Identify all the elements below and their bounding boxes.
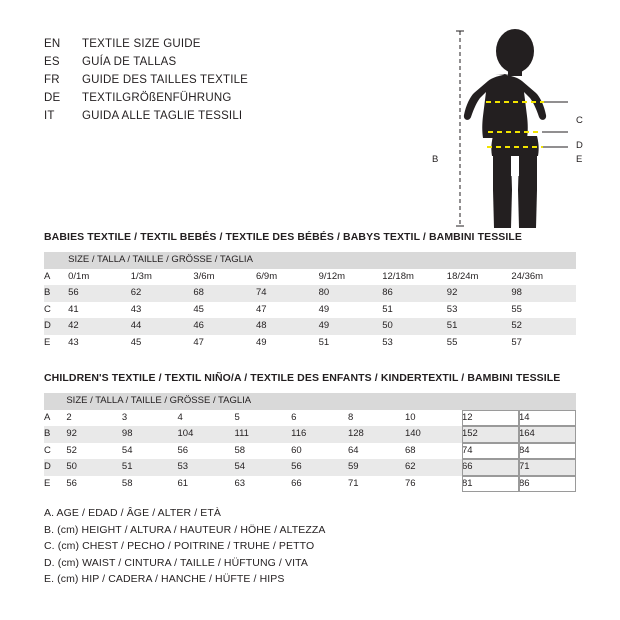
cell: 53 <box>446 303 458 315</box>
table-row <box>44 269 576 286</box>
children-section-title: CHILDREN'S TEXTILE / TEXTIL NIÑO/A / TEXTILE DES ENFANTS / KINDERTEXTIL / BAMBINI TESSILE <box>44 372 561 384</box>
cell: 84 <box>519 443 576 460</box>
legend-line-e: E. (cm) HIP / CADERA / HANCHE / HÜFTE / HIPS <box>44 573 285 585</box>
cell: 58 <box>234 444 246 456</box>
cell: 1/3m <box>130 270 152 282</box>
children-size-table <box>44 393 576 492</box>
cell: 68 <box>404 444 416 456</box>
figure-label-c: C <box>576 115 583 126</box>
row-label-e: E <box>44 336 51 348</box>
cell: 43 <box>68 336 79 348</box>
language-code-it: IT <box>44 110 55 122</box>
cell: 53 <box>382 336 393 348</box>
cell: 0/1m <box>68 270 90 282</box>
cell: 164 <box>519 426 576 443</box>
cell: 128 <box>348 426 405 443</box>
cell: 92 <box>447 285 512 302</box>
cell: 66 <box>291 477 302 489</box>
header-row-fr <box>44 74 404 92</box>
cell: 60 <box>291 444 302 456</box>
cell: 80 <box>319 285 383 302</box>
cell: 45 <box>193 303 204 315</box>
cell: 54 <box>121 444 133 456</box>
cell: 10 <box>404 411 416 423</box>
cell: 64 <box>347 444 359 456</box>
figure-label-e: E <box>576 154 583 165</box>
table-row-header <box>44 252 576 269</box>
language-code-fr: FR <box>44 74 60 86</box>
row-label-b: B <box>44 426 66 443</box>
cell: 56 <box>68 285 131 302</box>
figure-label-d: D <box>576 140 583 151</box>
table-row <box>44 335 576 352</box>
cell: 8 <box>347 411 354 423</box>
language-title-block <box>44 38 404 128</box>
babies-header-label: SIZE / TALLA / TAILLE / GRÖSSE / TAGLIA <box>68 252 576 269</box>
cell: 116 <box>291 426 348 443</box>
legend-line-c: C. (cm) CHEST / PECHO / POITRINE / TRUHE / PETTO <box>44 540 315 552</box>
cell: 49 <box>255 336 267 348</box>
row-label-a: A <box>44 411 51 423</box>
cell: 18/24m <box>446 270 479 282</box>
cell: 66 <box>462 459 519 476</box>
cell: 48 <box>256 318 319 335</box>
children-header-corner <box>44 393 66 410</box>
legend-line-b: B. (cm) HEIGHT / ALTURA / HAUTEUR / HÖHE / ALTEZZA <box>44 523 326 536</box>
cell: 98 <box>511 285 576 302</box>
cell: 46 <box>193 318 256 335</box>
cell: 58 <box>121 477 133 489</box>
table-row <box>44 318 576 335</box>
cell: 47 <box>193 336 204 348</box>
cell: 56 <box>66 477 77 489</box>
cell: 52 <box>511 318 576 335</box>
cell: 111 <box>235 426 292 443</box>
cell: 62 <box>131 285 194 302</box>
table-row <box>44 302 576 319</box>
cell: 43 <box>130 303 142 315</box>
cell: 5 <box>234 411 240 423</box>
figure-label-b: B <box>432 154 439 165</box>
cell: 76 <box>404 477 416 489</box>
cell: 12 <box>462 410 519 427</box>
cell: 152 <box>462 426 519 443</box>
children-header-label: SIZE / TALLA / TAILLE / GRÖSSE / TAGLIA <box>66 393 576 410</box>
cell: 98 <box>122 426 178 443</box>
language-code-en: EN <box>44 38 61 50</box>
row-label-d: D <box>44 459 66 476</box>
cell: 49 <box>318 303 330 315</box>
cell: 86 <box>382 285 447 302</box>
cell: 2 <box>66 411 72 423</box>
cell: 45 <box>130 336 142 348</box>
table-row <box>44 476 576 493</box>
legend-line-d: D. (cm) WAIST / CINTURA / TAILLE / HÜFTUNG / VITA <box>44 556 308 569</box>
cell: 49 <box>319 318 383 335</box>
table-row <box>44 443 576 460</box>
header-row-de <box>44 92 404 110</box>
cell: 51 <box>447 318 512 335</box>
cell: 4 <box>177 411 183 423</box>
table-row <box>44 426 576 443</box>
cell: 12/18m <box>382 270 414 282</box>
cell: 52 <box>66 444 77 456</box>
language-code-es: ES <box>44 56 60 68</box>
cell: 14 <box>519 410 576 427</box>
cell: 86 <box>519 476 576 493</box>
header-title-en: TEXTILE SIZE GUIDE <box>82 38 201 50</box>
cell: 24/36m <box>511 270 544 282</box>
cell: 44 <box>131 318 194 335</box>
cell: 42 <box>68 318 131 335</box>
measurement-legend <box>44 505 464 588</box>
header-title-it: GUIDA ALLE TAGLIE TESSILI <box>82 110 243 122</box>
cell: 41 <box>68 303 79 315</box>
cell: 55 <box>511 303 522 315</box>
cell: 61 <box>177 477 189 489</box>
babies-section-title: BABIES TEXTILE / TEXTIL BEBÉS / TEXTILE DES BÉBÉS / BABYS TEXTIL / BAMBINI TESSILE <box>44 231 523 243</box>
cell: 3/6m <box>193 270 215 282</box>
header-row-en <box>44 38 404 56</box>
cell: 53 <box>178 459 235 476</box>
babies-header-corner <box>44 252 68 269</box>
cell: 71 <box>347 477 359 489</box>
cell: 51 <box>318 336 330 348</box>
cell: 92 <box>66 426 122 443</box>
header-title-de: TEXTILGRÖßENFÜHRUNG <box>82 92 232 104</box>
cell: 47 <box>255 303 267 315</box>
cell: 74 <box>462 443 519 460</box>
cell: 62 <box>405 459 462 476</box>
cell: 57 <box>511 336 522 348</box>
row-label-c: C <box>44 303 51 315</box>
cell: 3 <box>121 411 128 423</box>
legend-line-a: A. AGE / EDAD / ÂGE / ALTER / ETÀ <box>44 507 221 519</box>
row-label-a: A <box>44 270 51 282</box>
cell: 68 <box>193 285 256 302</box>
body-measurement-figure <box>430 26 595 231</box>
cell: 81 <box>462 476 519 493</box>
table-row-header <box>44 393 576 410</box>
cell: 56 <box>177 444 189 456</box>
cell: 140 <box>405 426 462 443</box>
header-row-es <box>44 56 404 74</box>
cell: 50 <box>66 459 122 476</box>
child-silhouette-icon <box>430 26 595 231</box>
cell: 51 <box>122 459 178 476</box>
language-code-de: DE <box>44 92 61 104</box>
row-label-e: E <box>44 477 51 489</box>
row-label-b: B <box>44 285 68 302</box>
cell: 6 <box>291 411 297 423</box>
cell: 59 <box>348 459 405 476</box>
table-row <box>44 459 576 476</box>
cell: 56 <box>291 459 348 476</box>
cell: 104 <box>178 426 235 443</box>
cell: 6/9m <box>255 270 278 282</box>
table-row <box>44 410 576 427</box>
cell: 55 <box>446 336 458 348</box>
table-row <box>44 285 576 302</box>
header-title-es: GUÍA DE TALLAS <box>82 56 177 68</box>
cell: 71 <box>519 459 576 476</box>
header-row-it <box>44 110 404 128</box>
cell: 63 <box>234 477 246 489</box>
babies-size-table <box>44 252 576 351</box>
cell: 74 <box>256 285 319 302</box>
cell: 50 <box>382 318 447 335</box>
cell: 54 <box>235 459 292 476</box>
row-label-c: C <box>44 444 51 456</box>
cell: 51 <box>382 303 393 315</box>
row-label-d: D <box>44 318 68 335</box>
cell: 9/12m <box>318 270 346 282</box>
header-title-fr: GUIDE DES TAILLES TEXTILE <box>82 74 249 86</box>
